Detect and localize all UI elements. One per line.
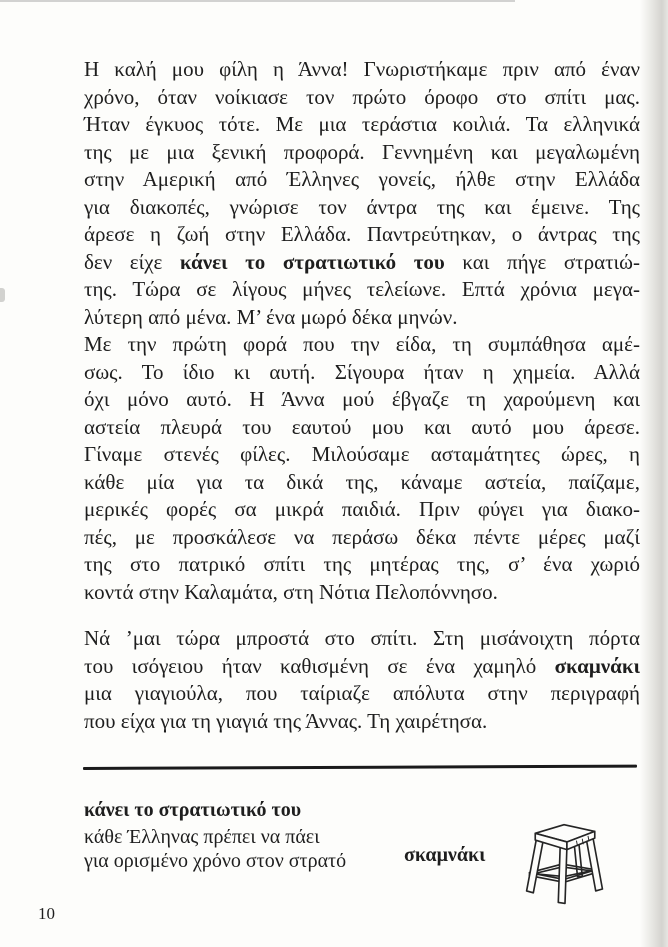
- text-line: κάθε Έλληνας πρέπει να πάει: [84, 826, 320, 848]
- page-edge-shadow: [640, 0, 668, 947]
- text-line: πές, με προσκάλεσε να περάσω δέκα πέντε μέρες μαζί: [84, 524, 640, 549]
- body-text: [84, 56, 640, 735]
- glossary-definition: [84, 825, 414, 873]
- text-line: στην Αμερική από Έλληνες γονείς, ήλθε στην Ελλάδα: [84, 167, 640, 191]
- text-line: όχι μόνο αυτό. Η Άννα μού έβγαζε τη χαρούμενη και: [84, 387, 640, 411]
- stool-illustration-icon: [517, 817, 613, 913]
- footnote-glossary: [84, 798, 414, 873]
- text-line: της. Τώρα σε λίγους μήνες τελείωνε. Επτά χρόνια μεγα-: [84, 277, 640, 301]
- page-number: 10: [38, 904, 55, 923]
- text-line: Νά ’μαι τώρα μπροστά στο σπίτι. Στη μισάνοιχτη πόρτα: [84, 626, 640, 650]
- text-line: για διακοπές, γνώρισε τον άντρα της και έμεινε. Της: [84, 194, 640, 219]
- text-line: σως. Το ίδιο κι αυτή. Σίγουρα ήταν η χημεία. Αλλά: [84, 359, 640, 384]
- text-line: μια γιαγιούλα, που ταίριαζε απόλυτα στην περιγραφή: [84, 681, 640, 705]
- scan-artifact-left-edge: [0, 288, 5, 302]
- glossary-term-stool: σκαμνάκι: [404, 844, 486, 866]
- text-line: του ισόγειου ήταν καθισμένη σε ένα χαμηλό σκαμνάκι: [84, 653, 640, 678]
- text-line: για ορισμένο χρόνο στον στρατό: [84, 850, 347, 872]
- text-line: Ήταν έγκυος τότε. Με μια τεράστια κοιλιά. Τα ελληνικά: [84, 112, 640, 136]
- text-line: Γίναμε στενές φίλες. Μιλούσαμε ασταμάτητες ώρες, η: [84, 442, 640, 466]
- text-line: άρεσε η ζωή στην Ελλάδα. Παντρεύτηκαν, ο άντρας της: [84, 222, 640, 246]
- text-line: δεν είχε κάνει το στρατιωτικό του και πήγε στρατιώ-: [84, 249, 640, 274]
- text-line: αστεία πλευρά του εαυτού μου και αυτό μου άρεσε.: [84, 414, 640, 439]
- text-line: Η καλή μου φίλη η Άννα! Γνωριστήκαμε πριν από έναν: [84, 57, 640, 81]
- text-line: κοντά στην Καλαμάτα, στη Νότια Πελοπόννησο.: [84, 579, 498, 604]
- paragraph: [84, 56, 640, 331]
- paragraph: [84, 331, 640, 606]
- paragraph: [84, 625, 640, 735]
- scan-artifact-top-edge: [0, 0, 515, 2]
- text-line: που είχα για τη γιαγιά της Άννας. Τη χαιρέτησα.: [84, 708, 488, 733]
- text-line: χρόνο, όταν νοίκιασε τον πρώτο όροφο στο σπίτι μας.: [84, 84, 640, 109]
- text-line: κάθε μία για τα δικά της, κάναμε αστεία, παίζαμε,: [84, 469, 640, 494]
- text-line: Με την πρώτη φορά που την είδα, τη συμπάθησα αμέ-: [84, 332, 640, 356]
- glossary-term-title: κάνει το στρατιωτικό του: [84, 799, 302, 821]
- text-line: λύτερη από μένα. Μ’ ένα μωρό δέκα μηνών.: [84, 304, 458, 329]
- text-line: μερικές φορές σα μικρά παιδιά. Πριν φύγει για διακο-: [84, 497, 640, 521]
- text-line: της στο πατρικό σπίτι της μητέρας της, σ’ ένα χωριό: [84, 552, 640, 576]
- text-line: της με μια ξενική προφορά. Γεννημένη και μεγαλωμένη: [84, 139, 640, 164]
- footnote-divider-rule: [83, 765, 637, 770]
